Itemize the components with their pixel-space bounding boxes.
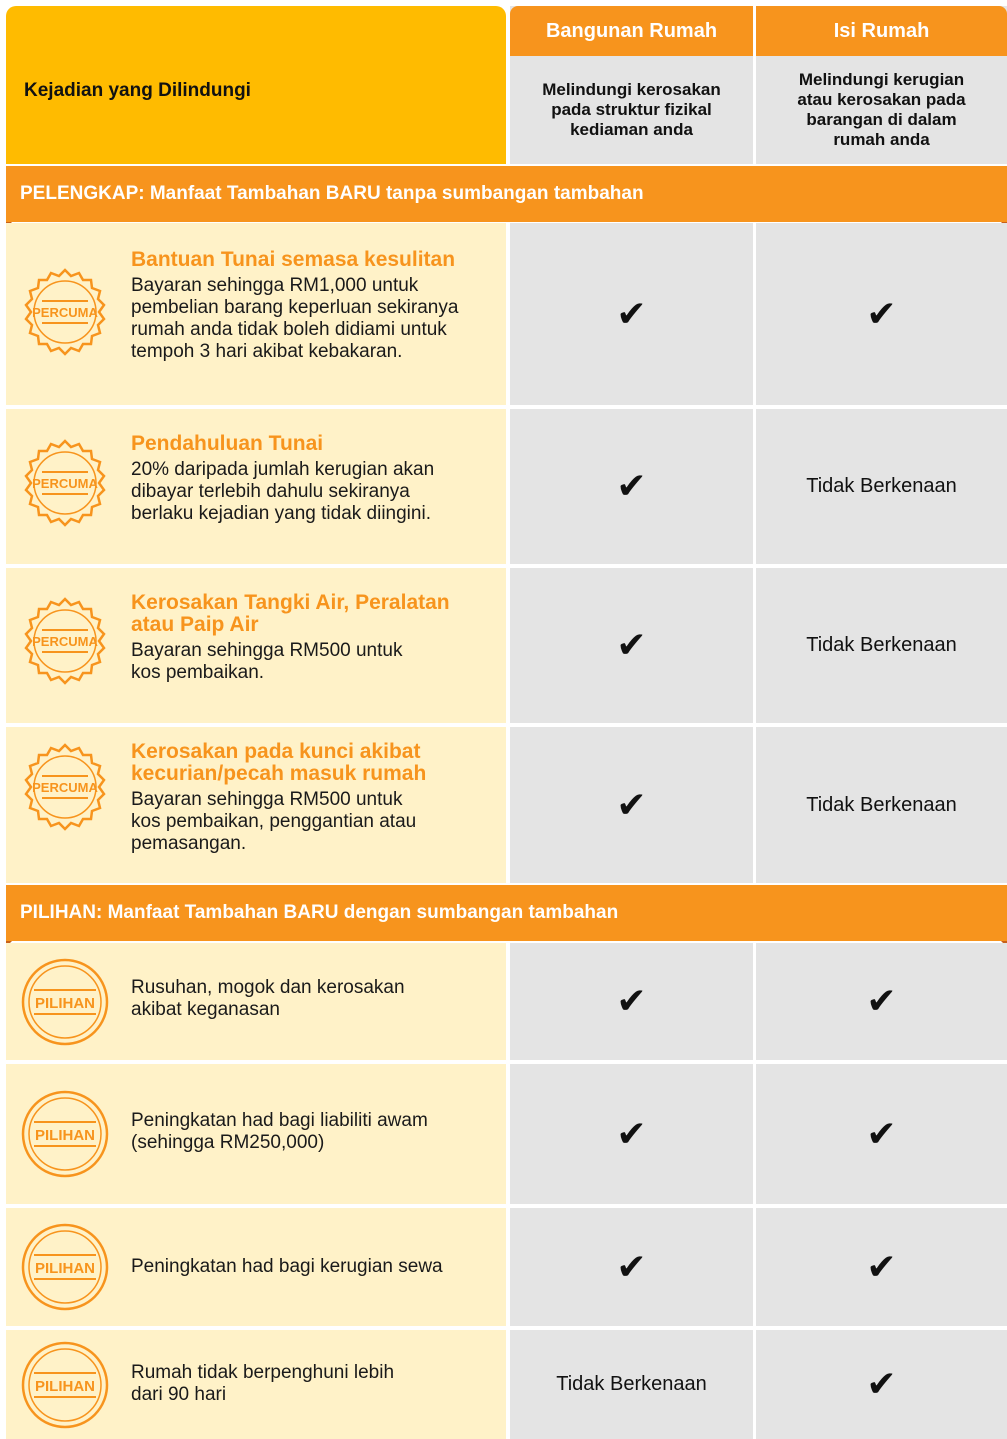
row-body: 20% daripada jumlah kerugian akan dibayar terlebih dahulu sekiranya berlaku kejadian yang tidak diingini. [131,459,435,524]
header-left-title: Kejadian yang Dilindungi [24,80,251,101]
row-description-cell [6,1064,506,1204]
row-body: Bayaran sehingga RM500 untuk kos pembaikan, penggantian atau pemasangan. [131,789,417,854]
row-contents-cell [756,223,1007,405]
table-row [6,223,1007,405]
header-col-contents-title: Isi Rumah [756,6,1007,56]
table-row [6,1064,1007,1204]
badge-label: PILIHAN [35,1260,95,1277]
row-building-cell [510,727,753,883]
row-text [131,1362,498,1406]
row-building-cell [510,1064,753,1204]
row-building-cell [510,409,753,564]
row-title: Kerosakan Tangki Air, Peralatan atau Paip Air [131,591,450,636]
checkmark-icon: ✔ [616,293,647,335]
row-description-cell [6,943,506,1060]
checkmark-icon: ✔ [866,1113,897,1155]
row-contents-cell [756,1208,1007,1326]
row-body: Peningkatan had bagi liabiliti awam (sehingga RM250,000) [131,1110,428,1153]
row-body: Rumah tidak berpenghuni lebih dari 90 hari [131,1362,395,1405]
table-row [6,409,1007,564]
row-contents-cell: Tidak Berkenaan [756,568,1007,723]
header-col-contents [756,6,1007,164]
badge-label: PILIHAN [35,995,95,1012]
row-contents-cell [756,943,1007,1060]
table-row [6,943,1007,1060]
table-row [6,1208,1007,1326]
percuma-badge-icon [20,742,110,832]
checkmark-icon: ✔ [616,625,647,666]
row-text [131,249,498,363]
pilihan-badge-icon [20,957,110,1047]
header-col-building-title: Bangunan Rumah [510,6,753,56]
row-building-cell [510,223,753,405]
row-contents-cell [756,1330,1007,1439]
row-contents-cell: Tidak Berkenaan [756,409,1007,564]
table-row [6,1330,1007,1439]
row-text [131,1110,498,1154]
row-description-cell [6,1208,506,1326]
badge-label: PERCUMA [32,305,98,320]
row-text [131,433,498,525]
pilihan-badge-icon [20,1089,110,1179]
badge-label: PERCUMA [32,476,98,491]
row-title: Kerosakan pada kunci akibat kecurian/pecah masuk rumah [131,740,427,785]
badge-label: PERCUMA [32,634,98,649]
badge-label: PERCUMA [32,780,98,795]
row-description-cell [6,568,506,723]
checkmark-icon: ✔ [866,293,897,335]
checkmark-icon: ✔ [616,1113,647,1155]
row-building-cell [510,943,753,1060]
checkmark-icon: ✔ [616,1246,647,1288]
checkmark-icon: ✔ [616,981,647,1022]
header-col-building [510,6,753,164]
section-pelengkap: PELENGKAP: Manfaat Tambahan BARU tanpa sumbangan tambahan [6,166,1007,222]
row-body: Peningkatan had bagi kerugian sewa [131,1256,443,1277]
row-text [131,977,498,1021]
percuma-badge-icon [20,267,110,357]
row-contents-cell: Tidak Berkenaan [756,727,1007,883]
row-building-cell [510,568,753,723]
row-building-cell [510,1208,753,1326]
table-row [6,568,1007,723]
header-left-cell [6,6,506,164]
row-body: Bayaran sehingga RM1,000 untuk pembelian barang keperluan sekiranya rumah anda tidak boleh didiami untuk tempoh 3 hari akibat kebakaran. [131,275,459,362]
percuma-badge-icon [20,596,110,686]
row-text [131,1256,498,1278]
row-text [131,592,498,684]
pilihan-badge-icon [20,1222,110,1312]
row-title: Bantuan Tunai semasa kesulitan [131,248,456,271]
table-row [6,727,1007,883]
header-col-building-desc: Melindungi kerosakan pada struktur fizikal kediaman anda [542,80,721,139]
row-contents-cell [756,1064,1007,1204]
row-description-cell [6,727,506,883]
header-col-contents-desc: Melindungi kerugian atau kerosakan pada barangan di dalam rumah anda [797,70,966,149]
checkmark-icon: ✔ [616,466,647,507]
row-text [131,741,498,855]
checkmark-icon: ✔ [866,1246,897,1288]
badge-label: PILIHAN [35,1127,95,1144]
section-pilihan: PILIHAN: Manfaat Tambahan BARU dengan sumbangan tambahan [6,885,1007,941]
checkmark-icon: ✔ [616,784,647,826]
row-body: Rusuhan, mogok dan kerosakan akibat keganasan [131,977,405,1020]
badge-label: PILIHAN [35,1378,95,1395]
row-title: Pendahuluan Tunai [131,432,324,455]
checkmark-icon: ✔ [866,1364,897,1405]
row-description-cell [6,223,506,405]
checkmark-icon: ✔ [866,981,897,1022]
row-body: Bayaran sehingga RM500 untuk kos pembaikan. [131,640,403,683]
percuma-badge-icon [20,438,110,528]
row-building-cell: Tidak Berkenaan [510,1330,753,1439]
row-description-cell [6,409,506,564]
row-description-cell [6,1330,506,1439]
pilihan-badge-icon [20,1340,110,1430]
